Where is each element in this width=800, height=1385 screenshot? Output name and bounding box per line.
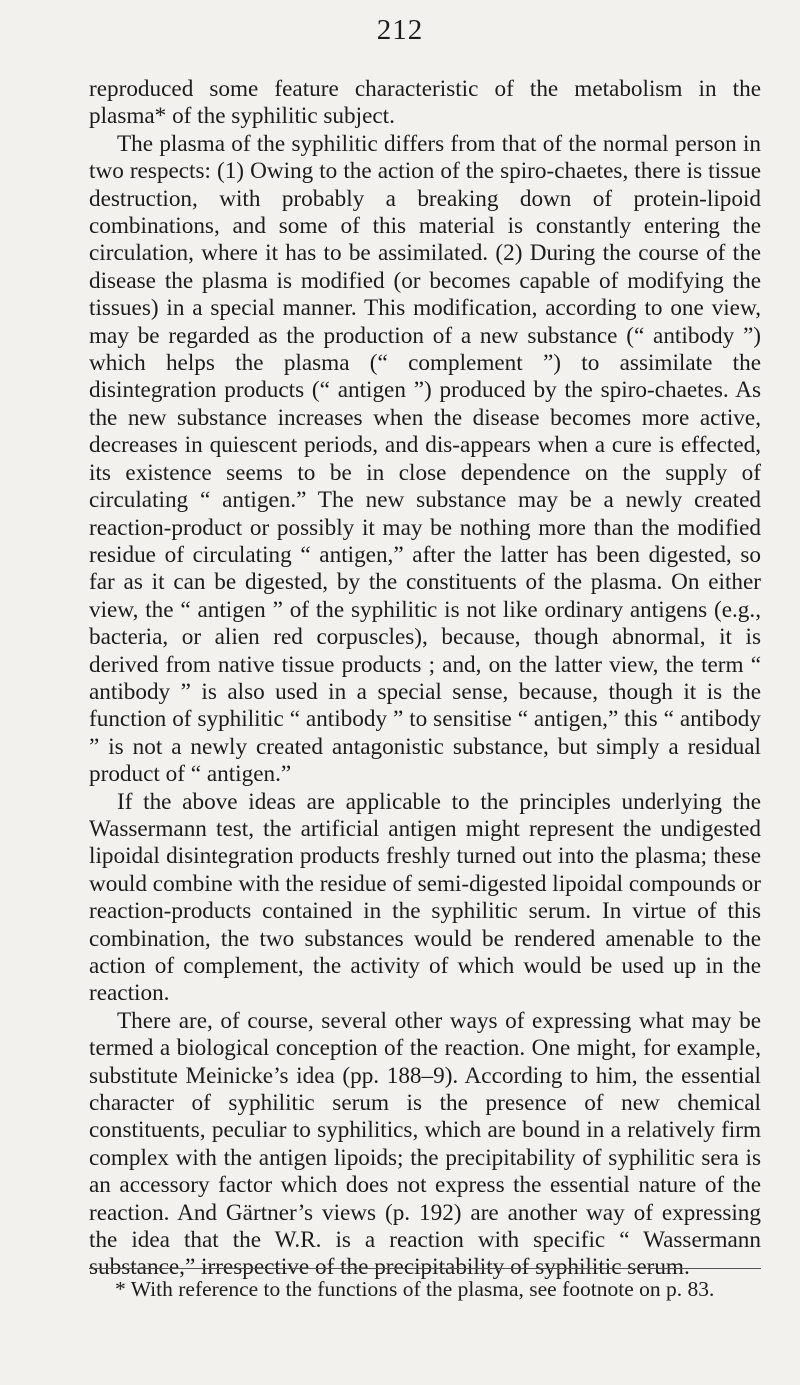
paragraph-continuation: reproduced some feature characteristic of the metabolism in the plasma* of the syphilitic subject. bbox=[89, 76, 761, 130]
footnote-divider bbox=[89, 1268, 761, 1269]
page-number: 212 bbox=[376, 14, 424, 46]
paragraph-wassermann-principles: If the above ideas are applicable to the principles underlying the Wassermann test, the artificial antigen might represent the undigested lipoidal disintegration products freshly turned out into the plasma; these would combine with the residue of semi-digested lipoidal compounds or reaction-products contained in the syphilitic serum. In virtue of this combination, the two substances would be rendered amenable to the action of complement, the activity of which would be used up in the reaction. bbox=[89, 788, 761, 1007]
body-text bbox=[89, 76, 761, 1282]
paragraph-other-conceptions: There are, of course, several other ways of expressing what may be termed a biological conception of the reaction. One might, for example, substitute Meinicke’s idea (pp. 188–9). According to him, the essential character of syphilitic serum is the presence of new chemical constituents, peculiar to syphilitics, which are bound in a relatively firm complex with the antigen lipoids; the precipitability of syphilitic sera is an accessory factor which does not express the essential nature of the reaction. And Gärtner’s views (p. 192) are another way of expressing the idea that the W.R. is a reaction with specific “ Wassermann substance,” irrespective of the precipitability of syphilitic serum. bbox=[89, 1007, 761, 1281]
footnote: * With reference to the functions of the plasma, see footnote on p. 83. bbox=[115, 1277, 715, 1301]
paragraph-plasma-differences: The plasma of the syphilitic differs from that of the normal person in two respects: (1) Owing to the action of the spiro-chaetes, there is tissue destruction, with probably a breaking down of protein-lipoid combinations, and some of this material is constantly entering the circulation, where it has to be assimilated. (2) During the course of the disease the plasma is modified (or becomes capable of modifying the tissues) in a special manner. This modification, according to one view, may be regarded as the production of a new substance (“ antibody ”) which helps the plasma (“ complement ”) to assimilate the disintegration products (“ antigen ”) produced by the spiro-chaetes. As the new substance increases when the disease becomes more active, decreases in quiescent periods, and dis-appears when a cure is effected, its existence seems to be in close dependence on the supply of circulating “ antigen.” The new substance may be a newly created reaction-product or possibly it may be nothing more than the modified residue of circulating “ antigen,” after the latter has been digested, so far as it can be digested, by the constituents of the plasma. On either view, the “ antigen ” of the syphilitic is not like ordinary antigens (e.g., bacteria, or alien red corpuscles), because, though abnormal, it is derived from native tissue products ; and, on the latter view, the term “ antibody ” is also used in a special sense, because, though it is the function of syphilitic “ antibody ” to sensitise “ antigen,” this “ antibody ” is not a newly created antagonistic substance, but simply a residual product of “ antigen.” bbox=[89, 130, 761, 788]
